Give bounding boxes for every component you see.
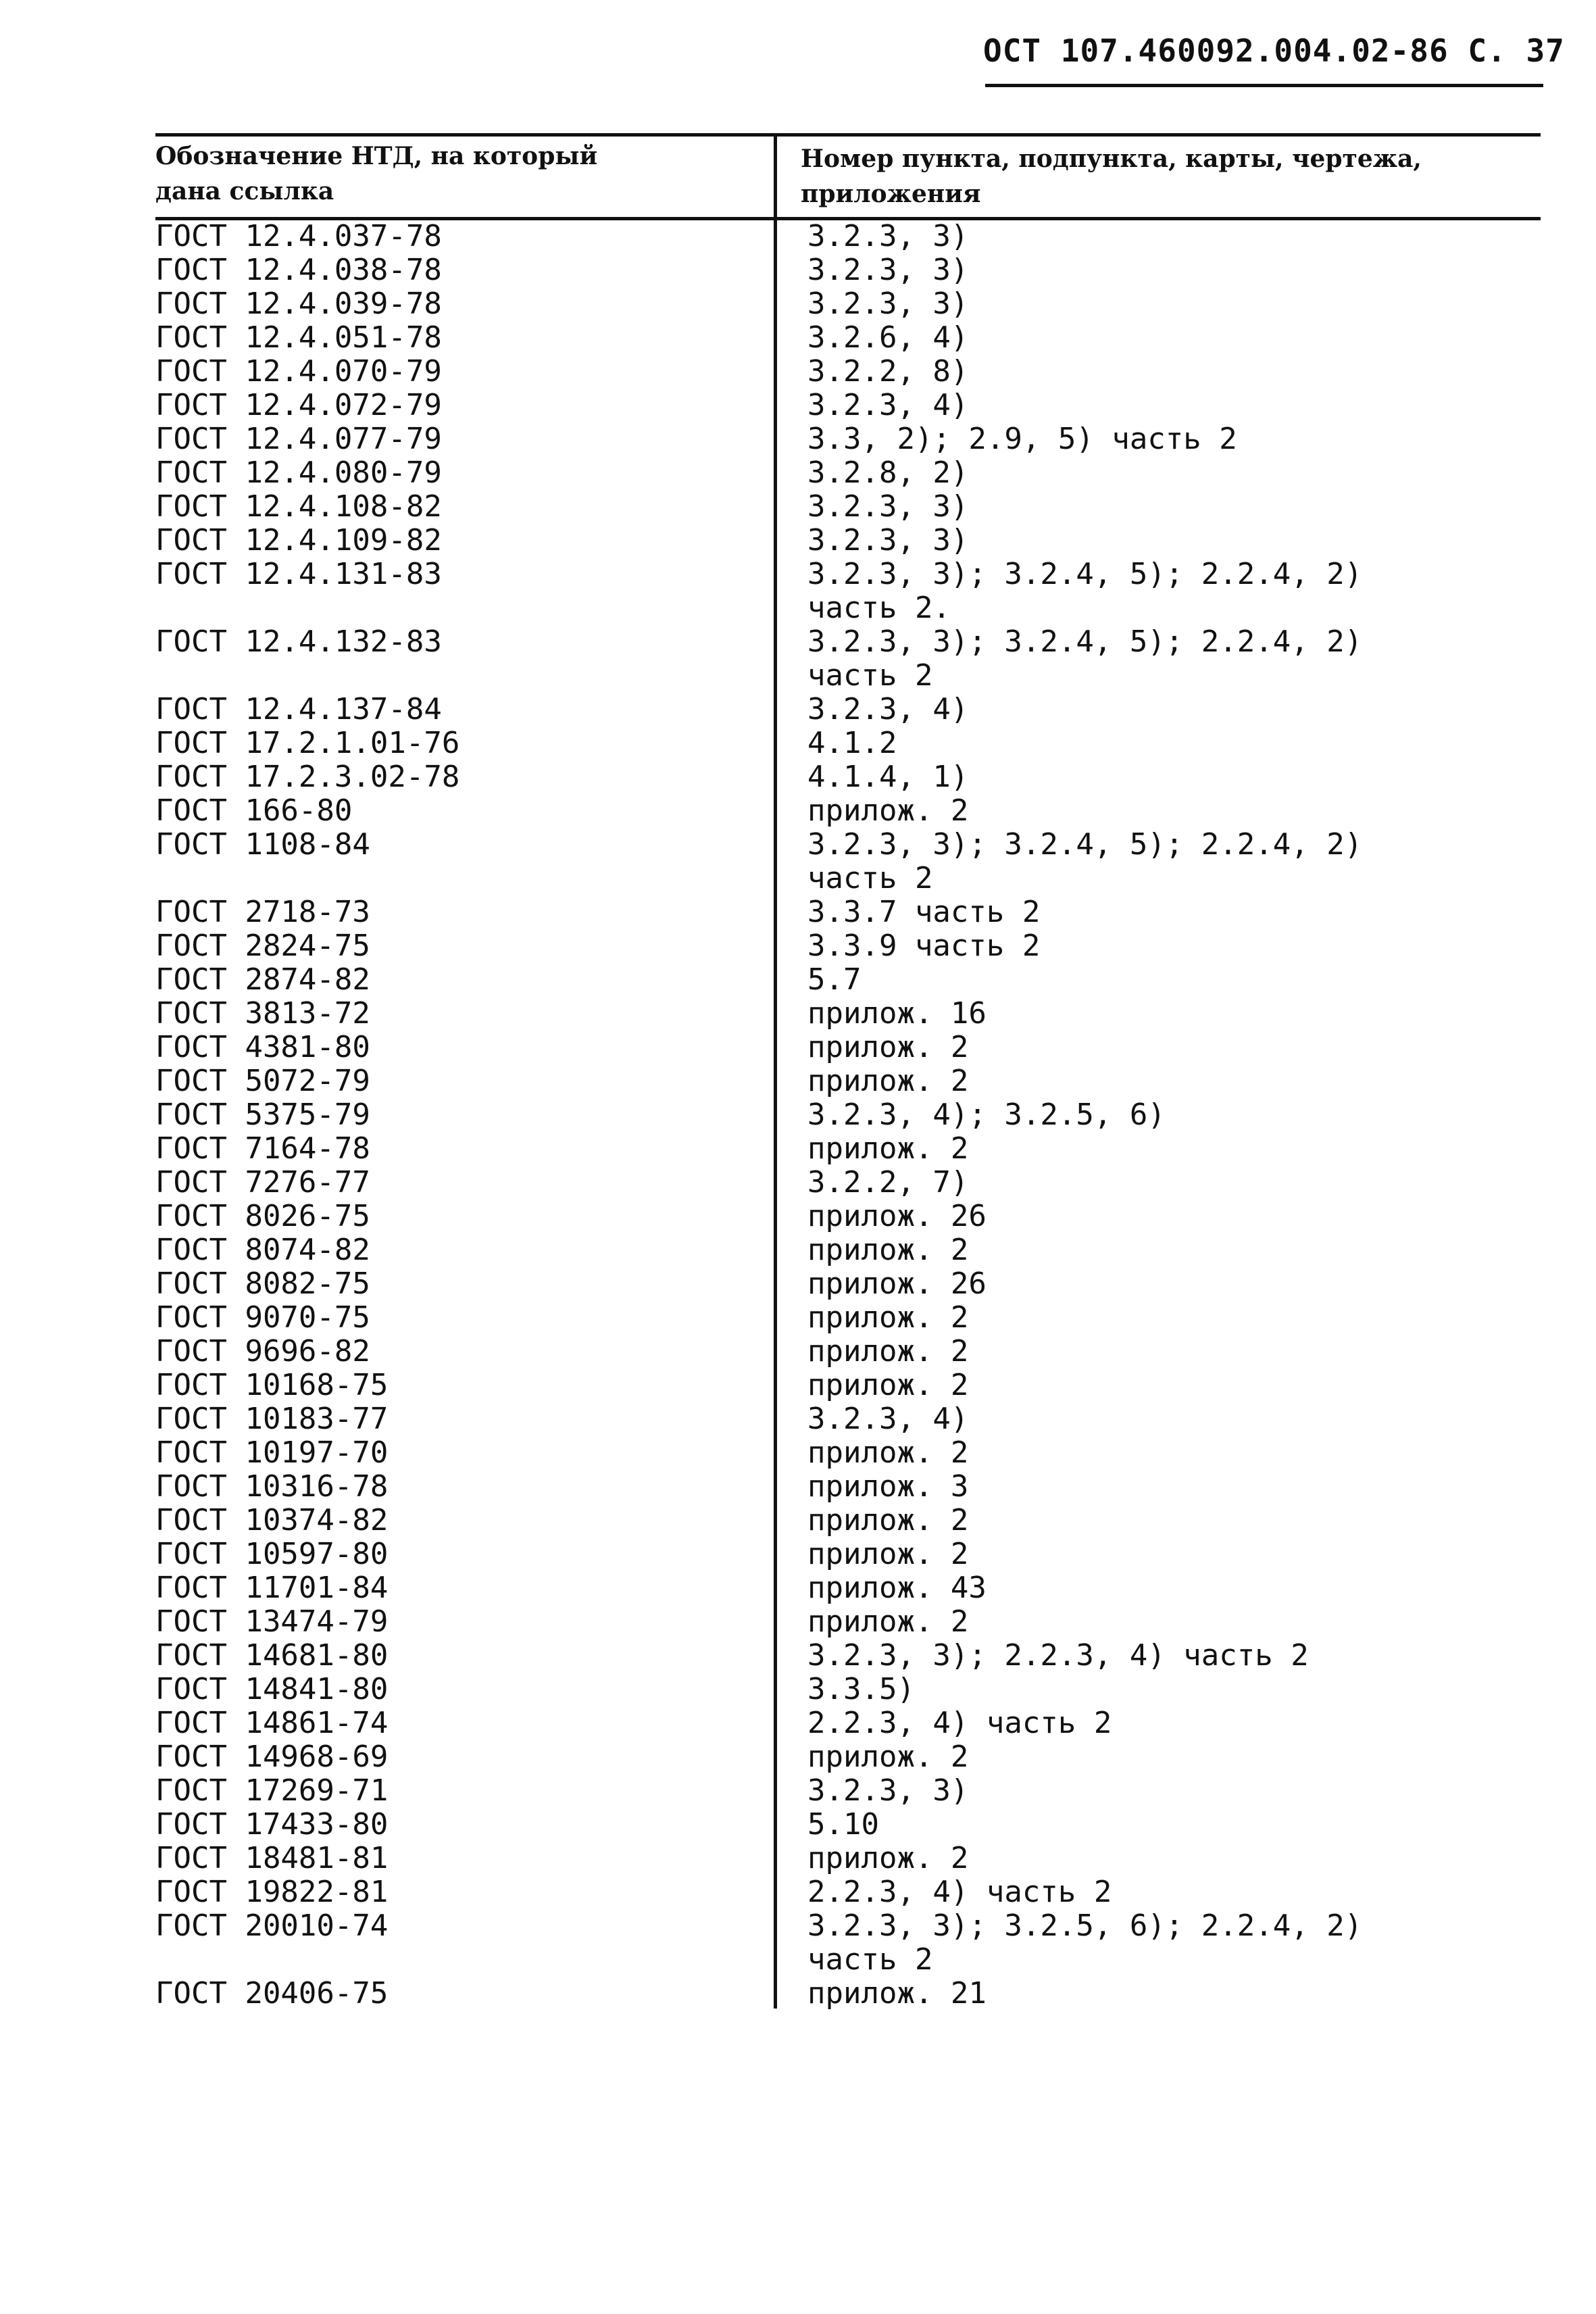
reference-clause: 3.2.3, 3) (807, 219, 969, 253)
table-row (155, 1132, 1541, 1166)
reference-clause: прилож. 2 (807, 1604, 969, 1639)
document-designation: ГОСТ 4381-80 (155, 1030, 370, 1064)
reference-clause: 3.2.3, 3); 2.2.3, 4) часть 2 (807, 1638, 1309, 1673)
table-row (155, 1233, 1541, 1267)
document-designation: ГОСТ 14968-69 (155, 1740, 389, 1774)
reference-clause: 3.3, 2); 2.9, 5) часть 2 (807, 422, 1237, 456)
document-designation: ГОСТ 9070-75 (155, 1300, 370, 1335)
reference-clause: прилож. 2 (807, 1064, 969, 1098)
table-row (155, 1436, 1541, 1470)
document-designation: ГОСТ 10183-77 (155, 1402, 389, 1436)
reference-clause: прилож. 21 (807, 1976, 987, 2011)
reference-clause: 3.3.7 часть 2 (807, 895, 1041, 929)
reference-clause: 3.2.3, 3); 3.2.5, 6); 2.2.4, 2) часть 2 (807, 1909, 1363, 1977)
table-row (155, 828, 1541, 895)
table-row (155, 1267, 1541, 1301)
reference-clause: 3.2.3, 3); 3.2.4, 5); 2.2.4, 2) часть 2 (807, 827, 1363, 895)
table-row (155, 524, 1541, 558)
document-designation: ГОСТ 2718-73 (155, 895, 370, 929)
table-row (155, 1537, 1541, 1571)
reference-clause: 3.2.6, 4) (807, 320, 969, 355)
document-designation: ГОСТ 12.4.070-79 (155, 354, 442, 389)
document-designation: ГОСТ 12.4.072-79 (155, 388, 442, 422)
document-designation: ГОСТ 17.2.1.01-76 (155, 726, 460, 760)
table-row (155, 355, 1541, 389)
table-row (155, 1977, 1541, 2011)
reference-clause: 3.3.5) (807, 1672, 915, 1706)
document-designation: ГОСТ 12.4.109-82 (155, 523, 442, 558)
reference-clause: прилож. 2 (807, 1368, 969, 1402)
page-header: ОСТ 107.460092.004.02-86 С. 37 (983, 32, 1565, 69)
table-body (155, 220, 1541, 2011)
document-designation: ГОСТ 10374-82 (155, 1503, 389, 1537)
table-row (155, 997, 1541, 1031)
document-designation: ГОСТ 7164-78 (155, 1131, 370, 1166)
document-designation: ГОСТ 12.4.037-78 (155, 219, 442, 253)
table-row (155, 963, 1541, 997)
column-header-reference: Номер пункта, подпункта, карты, чертежа, приложения (801, 145, 1422, 208)
document-designation: ГОСТ 12.4.108-82 (155, 489, 442, 524)
reference-clause: 2.2.3, 4) часть 2 (807, 1706, 1112, 1740)
document-designation: ГОСТ 18481-81 (155, 1841, 389, 1875)
table-row (155, 625, 1541, 693)
reference-clause: 3.2.3, 3) (807, 287, 969, 321)
reference-clause: 3.2.3, 4) (807, 1402, 969, 1436)
document-designation: ГОСТ 12.4.039-78 (155, 287, 442, 321)
reference-clause: прилож. 2 (807, 1030, 969, 1064)
table-row (155, 1098, 1541, 1132)
document-designation: ГОСТ 10197-70 (155, 1435, 389, 1470)
document-designation: ГОСТ 10316-78 (155, 1469, 389, 1504)
reference-clause: 3.2.3, 3) (807, 1773, 969, 1808)
table-row (155, 253, 1541, 287)
reference-clause: прилож. 2 (807, 1131, 969, 1166)
reference-clause: 3.2.3, 4) (807, 388, 969, 422)
document-designation: ГОСТ 12.4.051-78 (155, 320, 442, 355)
table-row (155, 1470, 1541, 1504)
table-row (155, 1639, 1541, 1673)
table-row (155, 1875, 1541, 1909)
reference-clause: 4.1.2 (807, 726, 897, 760)
reference-clause: прилож. 2 (807, 793, 969, 828)
reference-clause: прилож. 3 (807, 1469, 969, 1504)
document-designation: ГОСТ 20010-74 (155, 1909, 389, 1943)
document-designation: ГОСТ 12.4.132-83 (155, 624, 442, 659)
reference-clause: прилож. 2 (807, 1503, 969, 1537)
reference-clause: 3.2.3, 4); 3.2.5, 6) (807, 1098, 1166, 1132)
document-designation: ГОСТ 9696-82 (155, 1334, 370, 1369)
document-designation: ГОСТ 12.4.038-78 (155, 253, 442, 287)
document-designation: ГОСТ 14861-74 (155, 1706, 389, 1740)
table-row (155, 389, 1541, 422)
document-designation: ГОСТ 7276-77 (155, 1165, 370, 1200)
document-designation: ГОСТ 14841-80 (155, 1672, 389, 1706)
document-designation: ГОСТ 8026-75 (155, 1199, 370, 1233)
document-designation: ГОСТ 8074-82 (155, 1233, 370, 1267)
reference-clause: прилож. 26 (807, 1199, 987, 1233)
document-designation: ГОСТ 2824-75 (155, 929, 370, 963)
reference-clause: прилож. 2 (807, 1841, 969, 1875)
document-designation: ГОСТ 8082-75 (155, 1266, 370, 1301)
table-row (155, 456, 1541, 490)
table-row (155, 1335, 1541, 1369)
reference-clause: 4.1.4, 1) (807, 760, 969, 794)
reference-clause: 3.2.3, 3) (807, 489, 969, 524)
reference-clause: 3.2.3, 4) (807, 692, 969, 727)
table-row (155, 929, 1541, 963)
reference-clause: прилож. 2 (807, 1300, 969, 1335)
table-row (155, 1740, 1541, 1774)
table-row (155, 1673, 1541, 1706)
reference-clause: 3.2.3, 3) (807, 253, 969, 287)
document-designation: ГОСТ 20406-75 (155, 1976, 389, 2011)
table-row (155, 422, 1541, 456)
document-designation: ГОСТ 12.4.080-79 (155, 456, 442, 490)
reference-clause: 3.2.2, 7) (807, 1165, 969, 1200)
document-designation: ГОСТ 17.2.3.02-78 (155, 760, 460, 794)
table-row (155, 794, 1541, 828)
reference-clause: 3.2.3, 3); 3.2.4, 5); 2.2.4, 2) часть 2. (807, 557, 1363, 625)
table-row (155, 1571, 1541, 1605)
document-designation: ГОСТ 12.4.131-83 (155, 557, 442, 591)
table-row (155, 1166, 1541, 1200)
document-designation: ГОСТ 17433-80 (155, 1807, 389, 1842)
header-rule (985, 84, 1543, 87)
table-row (155, 760, 1541, 794)
document-designation: ГОСТ 166-80 (155, 793, 353, 828)
table-row (155, 220, 1541, 253)
reference-clause: 5.10 (807, 1807, 879, 1842)
table-row (155, 1369, 1541, 1402)
table-row (155, 1504, 1541, 1537)
reference-clause: 3.2.2, 8) (807, 354, 969, 389)
document-designation: ГОСТ 3813-72 (155, 996, 370, 1031)
document-designation: ГОСТ 12.4.137-84 (155, 692, 442, 727)
document-designation: ГОСТ 14681-80 (155, 1638, 389, 1673)
document-designation: ГОСТ 10597-80 (155, 1537, 389, 1571)
column-header-document: Обозначение НТД, на который дана ссылка (155, 142, 598, 205)
table-row (155, 1909, 1541, 1977)
document-designation: ГОСТ 5375-79 (155, 1098, 370, 1132)
document-designation: ГОСТ 19822-81 (155, 1875, 389, 1909)
reference-clause: 3.2.8, 2) (807, 456, 969, 490)
table-row (155, 1301, 1541, 1335)
reference-clause: 3.2.3, 3) (807, 523, 969, 558)
reference-clause: 5.7 (807, 962, 862, 997)
reference-clause: прилож. 2 (807, 1537, 969, 1571)
reference-clause: прилож. 2 (807, 1435, 969, 1470)
table-row (155, 321, 1541, 355)
document-designation: ГОСТ 12.4.077-79 (155, 422, 442, 456)
reference-clause: прилож. 16 (807, 996, 987, 1031)
table-row (155, 693, 1541, 727)
document-designation: ГОСТ 11701-84 (155, 1571, 389, 1605)
document-designation: ГОСТ 13474-79 (155, 1604, 389, 1639)
reference-clause: прилож. 43 (807, 1571, 987, 1605)
table-row (155, 1774, 1541, 1808)
table-row (155, 1200, 1541, 1233)
document-designation: ГОСТ 2874-82 (155, 962, 370, 997)
reference-clause: прилож. 2 (807, 1740, 969, 1774)
table-row (155, 1064, 1541, 1098)
reference-clause: прилож. 2 (807, 1233, 969, 1267)
document-designation: ГОСТ 10168-75 (155, 1368, 389, 1402)
table-row (155, 1031, 1541, 1064)
table-row (155, 1706, 1541, 1740)
table-row (155, 1808, 1541, 1842)
reference-clause: 3.2.3, 3); 3.2.4, 5); 2.2.4, 2) часть 2 (807, 624, 1363, 693)
table-row (155, 895, 1541, 929)
table-row (155, 1605, 1541, 1639)
table-row (155, 1842, 1541, 1875)
reference-clause: прилож. 26 (807, 1266, 987, 1301)
table-row (155, 727, 1541, 760)
table-row (155, 490, 1541, 524)
reference-clause: 3.3.9 часть 2 (807, 929, 1041, 963)
document-designation: ГОСТ 1108-84 (155, 827, 370, 862)
table-top-rule (155, 133, 1541, 137)
table-row (155, 287, 1541, 321)
reference-clause: 2.2.3, 4) часть 2 (807, 1875, 1112, 1909)
table-row (155, 1402, 1541, 1436)
reference-clause: прилож. 2 (807, 1334, 969, 1369)
document-designation: ГОСТ 5072-79 (155, 1064, 370, 1098)
table-row (155, 558, 1541, 625)
document-designation: ГОСТ 17269-71 (155, 1773, 389, 1808)
